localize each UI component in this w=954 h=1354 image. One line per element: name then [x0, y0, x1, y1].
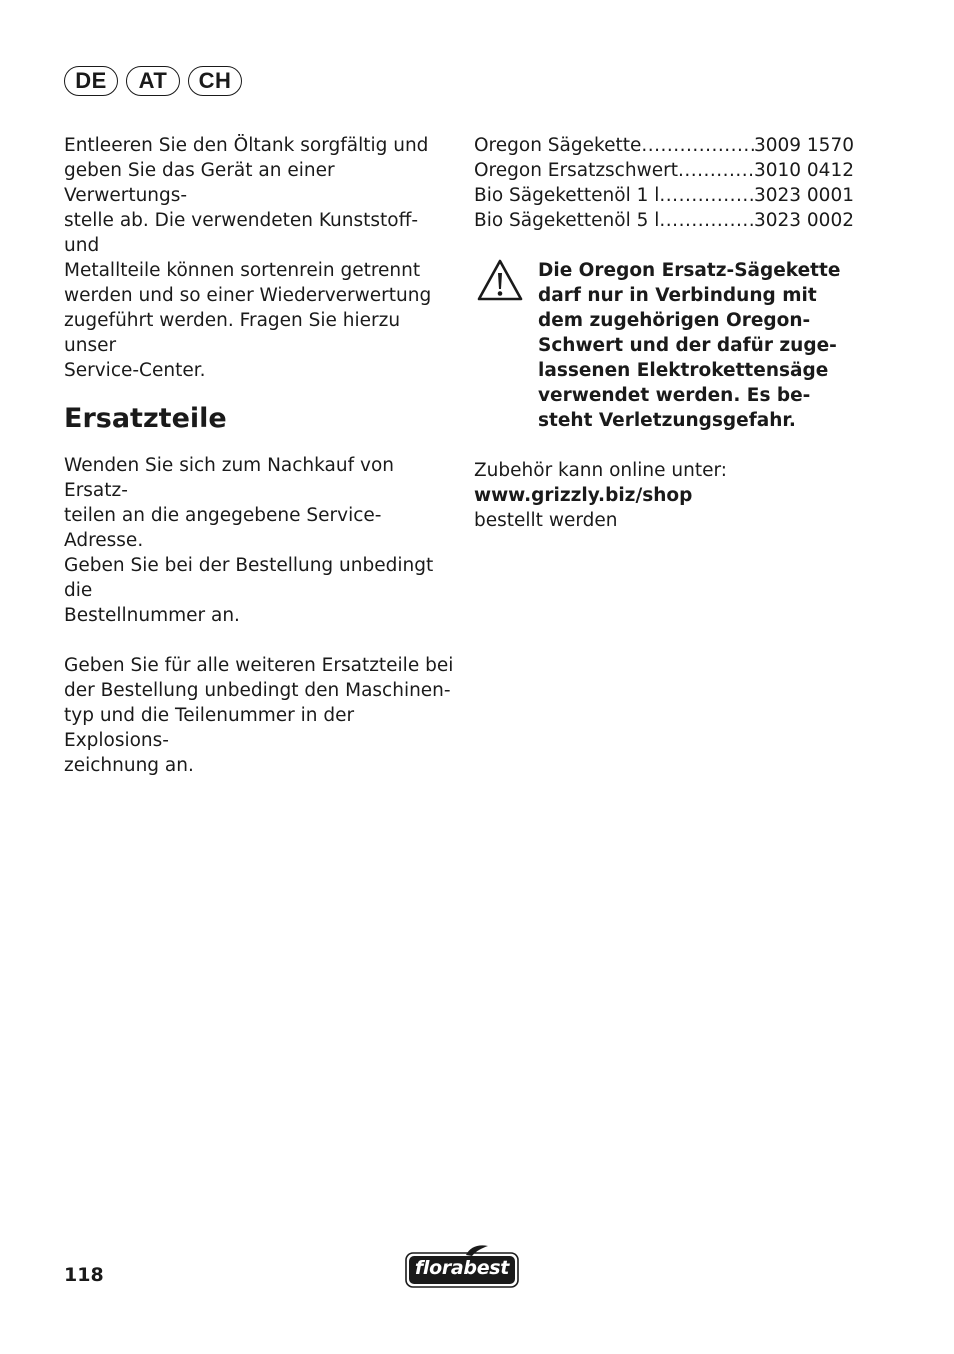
florabest-logo: [404, 1244, 520, 1290]
part-row: [474, 133, 854, 158]
intro-line: stelle ab. Die verwendeten Kunststoff- und: [64, 210, 419, 256]
part-name: Oregon Sägekette: [474, 135, 642, 156]
part-row: [474, 208, 854, 233]
language-badges: [64, 66, 242, 96]
section-heading-ersatzteile: Ersatzteile: [64, 403, 227, 434]
page-number: 118: [64, 1264, 104, 1286]
shop-link[interactable]: www.grizzly.biz/shop: [474, 485, 693, 506]
ordering-line: Geben Sie bei der Bestellung unbedingt die: [64, 555, 434, 601]
logo-wordmark: florabest: [414, 1257, 510, 1279]
ordering-line: Wenden Sie sich zum Nachkauf von Ersatz-: [64, 455, 394, 501]
intro-line: Metallteile können sortenrein getrennt: [64, 260, 421, 281]
part-row: [474, 158, 854, 183]
intro-line: geben Sie das Gerät an einer Verwertungs-: [64, 160, 335, 206]
intro-line: Entleeren Sie den Öltank sorgfältig und: [64, 135, 429, 156]
intro-paragraph: [64, 133, 456, 383]
part-row: [474, 183, 854, 208]
dot-leader: [641, 133, 754, 158]
left-column: [64, 133, 456, 778]
accessories-intro: Zubehör kann online unter:: [474, 460, 728, 481]
dot-leader: [659, 183, 754, 208]
part-name: Bio Sägekettenöl 5 l: [474, 210, 660, 231]
part-number: 3023 0001: [753, 185, 854, 206]
badge-de: DE: [64, 66, 118, 96]
intro-line: Service-Center.: [64, 360, 206, 381]
accessories-paragraph: [474, 458, 854, 533]
spare-parts-line: zeichnung an.: [64, 755, 194, 776]
spare-parts-line: typ und die Teilenummer in der Explosions-: [64, 705, 355, 751]
ordering-paragraph: [64, 453, 456, 628]
warning-text: [538, 258, 840, 433]
accessories-outro: bestellt werden: [474, 510, 618, 531]
part-name: Oregon Ersatzschwert: [474, 160, 678, 181]
dot-leader: [678, 158, 754, 183]
warning-line: dem zugehörigen Oregon-: [538, 310, 811, 331]
warning-line: steht Verletzungsgefahr.: [538, 410, 796, 431]
warning-line: Schwert und der dafür zuge-: [538, 335, 837, 356]
warning-line: verwendet werden. Es be-: [538, 385, 811, 406]
badge-at: AT: [126, 66, 180, 96]
warning-line: lassenen Elektrokettensäge: [538, 360, 829, 381]
part-name: Bio Sägekettenöl 1 l: [474, 185, 660, 206]
part-number: 3009 1570: [753, 135, 854, 156]
dot-leader: [659, 208, 754, 233]
intro-line: werden und so einer Wiederverwertung: [64, 285, 432, 306]
intro-line: zugeführt werden. Fragen Sie hierzu unser: [64, 310, 401, 356]
warning-block: [474, 258, 854, 433]
parts-list: [474, 133, 854, 233]
warning-line: Die Oregon Ersatz-Sägekette: [538, 260, 841, 281]
spare-parts-paragraph: [64, 653, 456, 778]
part-number: 3023 0002: [753, 210, 854, 231]
spare-parts-line: Geben Sie für alle weiteren Ersatzteile bei: [64, 655, 454, 676]
ordering-line: Bestellnummer an.: [64, 605, 240, 626]
right-column: [474, 133, 854, 533]
warning-line: darf nur in Verbindung mit: [538, 285, 817, 306]
badge-ch: CH: [188, 66, 242, 96]
warning-triangle-icon: [476, 258, 528, 433]
part-number: 3010 0412: [753, 160, 854, 181]
spare-parts-line: der Bestellung unbedingt den Maschinen-: [64, 680, 451, 701]
ordering-line: teilen an die angegebene Service-Adresse.: [64, 505, 382, 551]
